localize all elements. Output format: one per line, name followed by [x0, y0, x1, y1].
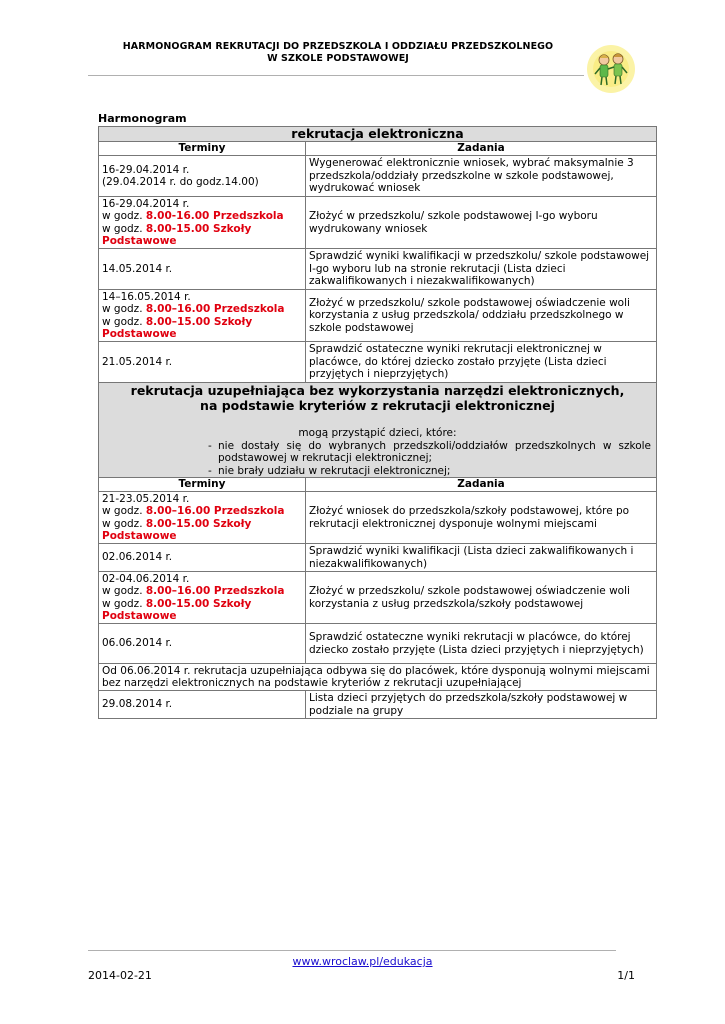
- term-date: 14–16.05.2014 r.: [102, 290, 191, 303]
- table-row: [99, 342, 657, 383]
- term-cell: [99, 290, 306, 342]
- term-deadline: (29.04.2014 r. do godz.14.00): [102, 176, 259, 188]
- term-cell: [99, 156, 306, 197]
- header-title-line1: HARMONOGRAM REKRUTACJI DO PRZEDSZKOLA I ODDZIAŁU PRZEDSZKOLNEGO: [122, 41, 554, 52]
- term-cell: 02.06.2014 r.: [99, 544, 306, 572]
- table-row: [99, 572, 657, 624]
- term-hours-school: w godz. 8.00-15.00 Szkoły Podstawowe: [102, 597, 252, 622]
- note-row: [99, 664, 657, 691]
- section2-band: [99, 383, 657, 478]
- hours-kindergarten: 8.00–16.00 Przedszkola: [145, 585, 285, 597]
- table-row: [99, 249, 657, 290]
- hours-kindergarten: 8.00–16.00 Przedszkola: [145, 303, 285, 315]
- task-cell: Lista dzieci przyjętych do przedszkola/szkoły podstawowej w podziale na grupy: [306, 691, 657, 719]
- term-cell: [99, 197, 306, 249]
- task-cell: Sprawdzić wyniki kwalifikacji (Lista dzieci zakwalifikowanych i niezakwalifikowanych): [306, 544, 657, 572]
- term-date: 02-04.06.2014 r.: [102, 572, 190, 585]
- table-row: [99, 624, 657, 664]
- section1-title: rekrutacja elektroniczna: [99, 127, 657, 142]
- document-header: [88, 41, 588, 65]
- column-header-terms: Terminy: [99, 142, 306, 156]
- table-row: [99, 691, 657, 719]
- header-divider: [88, 75, 584, 76]
- task-cell: Sprawdzić ostateczne wyniki rekrutacji elektronicznej w placówce, do której dziecko zostało przyjęte (Lista dzieci przyjętych i nieprzyjętych): [306, 342, 657, 383]
- footer-website-link[interactable]: www.wroclaw.pl/edukacja: [292, 955, 433, 968]
- section1-column-headers: [99, 142, 657, 156]
- term-cell: [99, 572, 306, 624]
- task-cell: Złożyć w przedszkolu/ szkole podstawowej oświadczenie woli korzystania z usług przedszkola/ oddziału przedszkolnego w szkole podstawowej: [306, 290, 657, 342]
- hours-school: 8.00–15.00 Szkoły Podstawowe: [102, 315, 253, 340]
- term-cell: 21.05.2014 r.: [99, 342, 306, 383]
- section2-column-headers: [99, 478, 657, 492]
- column-header-tasks: Zadania: [306, 478, 657, 492]
- list-item: - nie brały udziału w rekrutacji elektronicznej;: [208, 464, 451, 477]
- term-hours-kindergarten: w godz. 8.00–16.00 Przedszkola: [102, 505, 285, 517]
- schedule-table: [98, 126, 657, 719]
- section2-title-line2: na podstawie kryteriów z rekrutacji elektronicznej: [200, 398, 555, 413]
- column-header-terms: Terminy: [99, 478, 306, 492]
- term-cell: 29.08.2014 r.: [99, 691, 306, 719]
- section2-description: [99, 383, 657, 478]
- hours-kindergarten: 8.00–16.00 Przedszkola: [145, 505, 285, 517]
- hours-kindergarten: 8.00-16.00 Przedszkola: [145, 210, 284, 222]
- footer-divider: [88, 950, 616, 951]
- section1-band: [99, 127, 657, 142]
- table-row: [99, 156, 657, 197]
- term-hours-school: w godz. 8.00-15.00 Szkoły Podstawowe: [102, 517, 252, 542]
- table-row: [99, 197, 657, 249]
- term-date: 21-23.05.2014 r.: [102, 492, 190, 505]
- table-row: [99, 290, 657, 342]
- task-cell: Sprawdzić ostateczne wyniki rekrutacji w placówce, do której dziecko zostało przyjęte (Lista dzieci przyjętych i nieprzyjętych): [306, 624, 657, 664]
- task-cell: Złożyć w przedszkolu/ szkole podstawowej I-go wyboru wydrukowany wniosek: [306, 197, 657, 249]
- list-item: - nie dostały się do wybranych przedszkoli/oddziałów przedszkolnych w szkole podstawowej w rekrutacji elektronicznej;: [208, 439, 651, 464]
- note-cell: Od 06.06.2014 r. rekrutacja uzupełniająca odbywa się do placówek, które dysponują wolnymi miejscami bez narzędzi elektronicznych na podstawie kryteriów z rekrutacji uzupełniającej: [99, 664, 657, 691]
- term-hours-school: w godz. 8.00–15.00 Szkoły Podstawowe: [102, 315, 253, 340]
- term-date: 16-29.04.2014 r.: [102, 197, 190, 210]
- term-hours-school: w godz. 8.00-15.00 Szkoły Podstawowe: [102, 222, 252, 247]
- term-cell: 06.06.2014 r.: [99, 624, 306, 664]
- task-cell: Złożyć w przedszkolu/ szkole podstawowej oświadczenie woli korzystania z usług przedszkola/szkoły podstawowej: [306, 572, 657, 624]
- page-number: 1/1: [617, 969, 635, 982]
- term-hours-kindergarten: w godz. 8.00–16.00 Przedszkola: [102, 303, 285, 315]
- column-header-tasks: Zadania: [306, 142, 657, 156]
- header-title-line2: W SZKOLE PODSTAWOWEJ: [267, 53, 409, 64]
- hours-school: 8.00-15.00 Szkoły Podstawowe: [102, 517, 252, 542]
- children-logo-icon: [586, 44, 636, 94]
- footer-date: 2014-02-21: [88, 969, 152, 982]
- term-hours-kindergarten: w godz. 8.00–16.00 Przedszkola: [102, 585, 285, 597]
- term-date: 16-29.04.2014 r.: [102, 163, 190, 176]
- task-cell: Sprawdzić wyniki kwalifikacji w przedszkolu/ szkole podstawowej I-go wyboru lub na stronie rekrutacji (Lista dzieci zakwalifikowanych i niezakwalifikowanych): [306, 249, 657, 290]
- term-hours-kindergarten: w godz. 8.00-16.00 Przedszkola: [102, 210, 284, 222]
- eligibility-list: [102, 440, 653, 478]
- hours-school: 8.00-15.00 Szkoły Podstawowe: [102, 222, 252, 247]
- section2-title-line1: rekrutacja uzupełniająca bez wykorzystania narzędzi elektronicznych,: [130, 383, 625, 398]
- task-cell: Wygenerować elektronicznie wniosek, wybrać maksymalnie 3 przedszkola/oddziały przedszkolne w szkole podstawowej, wydrukować wniosek: [306, 156, 657, 197]
- table-row: [99, 544, 657, 572]
- section2-intro: mogą przystąpić dzieci, które:: [298, 427, 457, 439]
- hours-school: 8.00-15.00 Szkoły Podstawowe: [102, 597, 252, 622]
- term-cell: 14.05.2014 r.: [99, 249, 306, 290]
- section-heading: Harmonogram: [98, 112, 187, 125]
- task-cell: Złożyć wniosek do przedszkola/szkoły podstawowej, które po rekrutacji elektronicznej dysponuje wolnymi miejscami: [306, 492, 657, 544]
- term-cell: [99, 492, 306, 544]
- table-row: [99, 492, 657, 544]
